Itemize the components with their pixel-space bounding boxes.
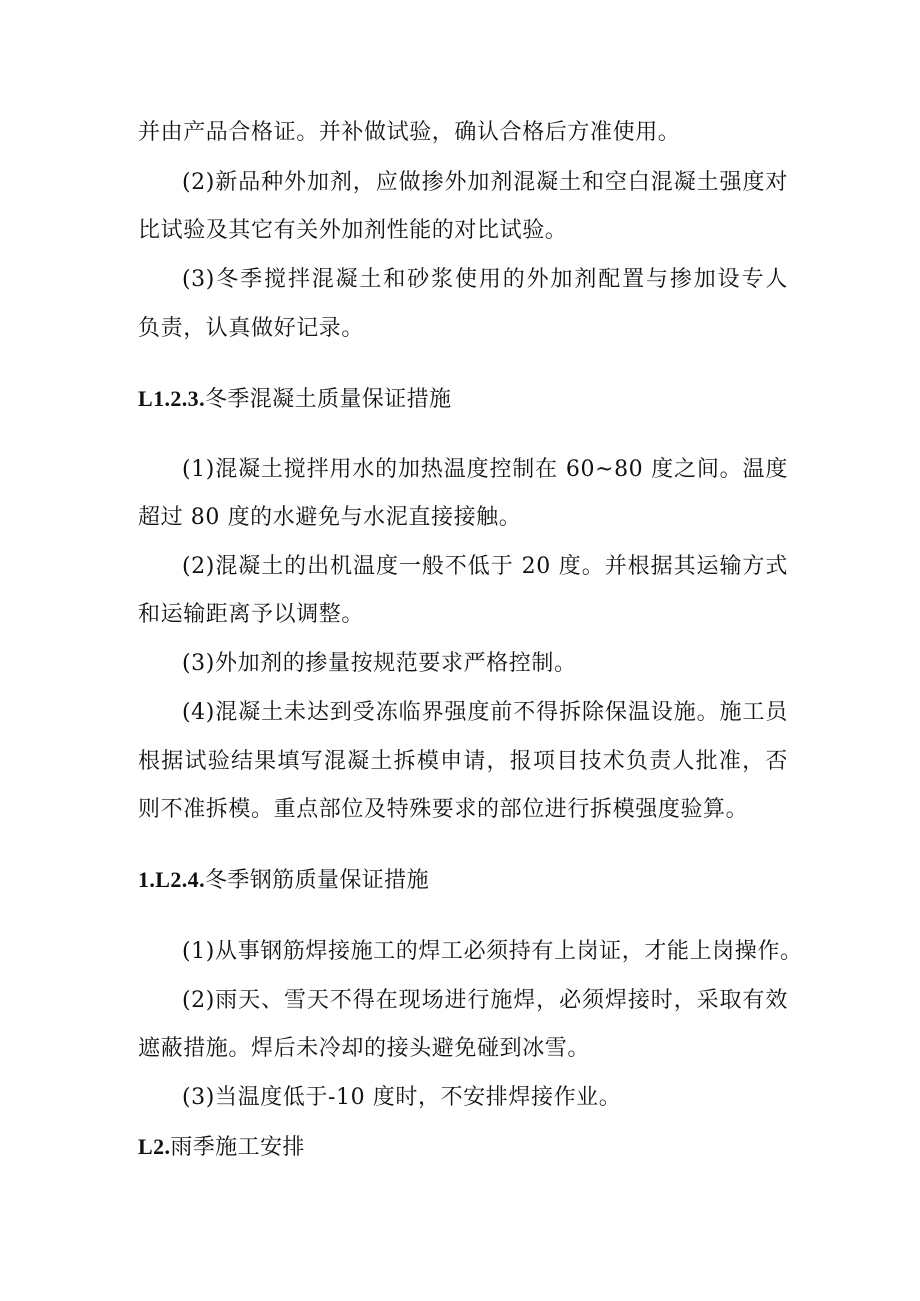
paragraph-line: 则不准拆模。重点部位及特殊要求的部位进行拆模强度验算。 bbox=[138, 797, 749, 822]
paragraph-line: (3)外加剂的掺量按规范要求严格控制。 bbox=[182, 651, 577, 676]
paragraph-line: 和运输距离予以调整。 bbox=[138, 602, 365, 627]
paragraph-line: 超过 80 度的水避免与水泥直接接触。 bbox=[138, 505, 522, 530]
paragraph-line: 比试验及其它有关外加剂性能的对比试验。 bbox=[138, 218, 568, 243]
paragraph-line: 并由产品合格证。并补做试验，确认合格后方准使用。 bbox=[138, 120, 681, 145]
paragraph-line: (1)从事钢筋焊接施工的焊工必须持有上岗证，才能上岗操作。 bbox=[182, 939, 803, 964]
paragraph-line: (2)雨天、雪天不得在现场进行施焊，必须焊接时，采取有效 bbox=[182, 988, 788, 1013]
paragraph-line: 根据试验结果填写混凝土拆模申请，报项目技术负责人批准，否 bbox=[138, 749, 788, 774]
paragraph-line: (2)混凝土的出机温度一般不低于 20 度。并根据其运输方式 bbox=[182, 554, 788, 579]
section-heading bbox=[138, 1132, 305, 1163]
section-heading bbox=[138, 384, 451, 415]
section-title: 雨季施工安排 bbox=[170, 1135, 305, 1160]
paragraph-line: (3)当温度低于-10 度时，不安排焊接作业。 bbox=[182, 1085, 622, 1110]
paragraph-line: 负责，认真做好记录。 bbox=[138, 316, 365, 341]
paragraph-line: (3)冬季搅拌混凝土和砂浆使用的外加剂配置与掺加设专人 bbox=[182, 267, 788, 292]
section-number: 1.L2.4. bbox=[138, 867, 205, 892]
paragraph-line: 遮蔽措施。焊后未冷却的接头避免碰到冰雪。 bbox=[138, 1036, 591, 1061]
section-number: L2. bbox=[138, 1134, 171, 1159]
section-title: 冬季钢筋质量保证措施 bbox=[204, 868, 429, 893]
section-title: 冬季混凝土质量保证措施 bbox=[204, 387, 452, 412]
paragraph-line: (2)新品种外加剂，应做掺外加剂混凝土和空白混凝土强度对 bbox=[182, 170, 788, 195]
paragraph-line: (1)混凝土搅拌用水的加热温度控制在 60~80 度之间。温度 bbox=[182, 457, 788, 482]
section-number: L1.2.3. bbox=[138, 386, 205, 411]
paragraph-line: (4)混凝土未达到受冻临界强度前不得拆除保温设施。施工员 bbox=[182, 700, 788, 725]
section-heading bbox=[138, 865, 429, 896]
